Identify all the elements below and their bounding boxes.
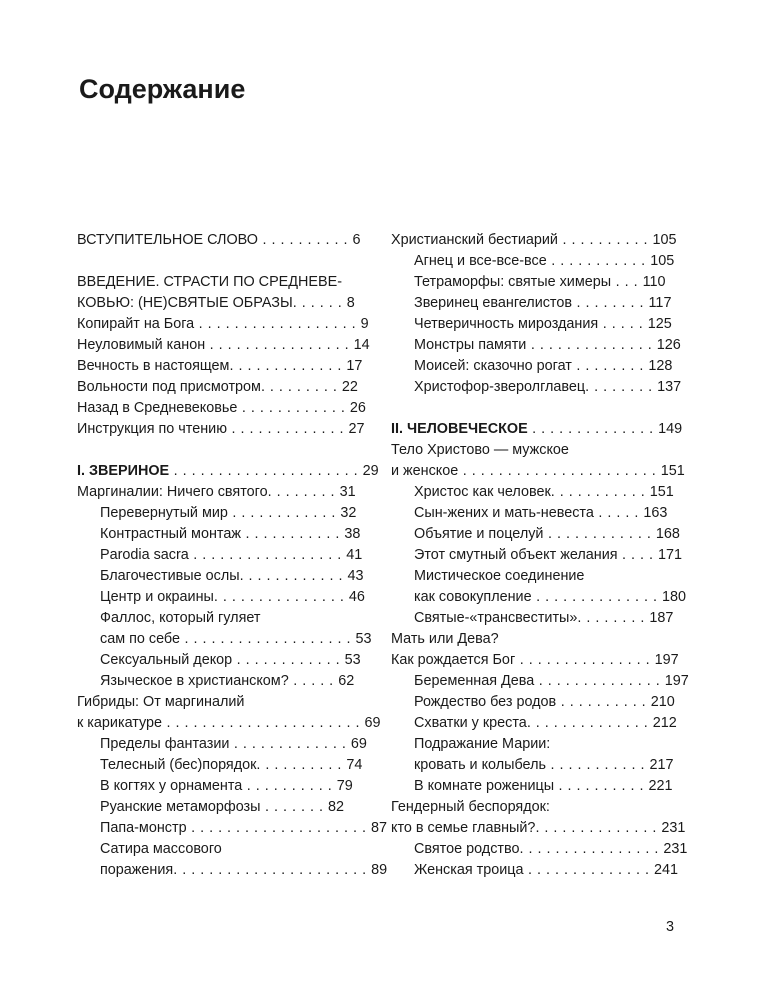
toc-dot-leader: . . . . . [288,673,339,689]
toc-dot-leader: . . . . . . . . [572,295,649,311]
toc-entry [77,755,363,776]
toc-page-number: 241 [654,862,679,878]
toc-dot-leader: . . . . . . . . . . . . . . [526,715,653,731]
toc-dot-leader: . . . . . . . . . . . [545,757,650,773]
toc-page-number: 212 [652,715,677,731]
toc-dot-leader: . . . . . . . . . . . [546,253,651,269]
toc-page-number: 128 [648,358,673,374]
toc-dot-leader: . . . . . . . . . . . [240,526,345,542]
toc-page-number: 210 [650,694,675,710]
toc-entry-title: Телесный (бес)порядок [100,757,257,773]
toc-dot-leader: . . . . . . . . . . . . . . . . . . . . . . [458,463,661,479]
toc-dot-leader: . . . . . . . . . . [256,757,347,773]
toc-dot-leader: . . . . . . . . . . . . [237,400,350,416]
toc-entry [391,608,674,629]
toc-entry-title: Христофор-зверолглавец [414,379,586,395]
toc-page-number: 17 [346,358,363,374]
toc-dot-leader: . . . . . . . . [267,484,340,500]
toc-page-number: 14 [353,337,370,353]
toc-page-number: 137 [657,379,682,395]
toc-page-number: 82 [327,799,344,815]
toc-entry-title: Как рождается Бог [391,652,516,668]
toc-page-number: 31 [339,484,356,500]
toc-entry-title: Благочестивые ослы [100,568,240,584]
toc-entry-title: Перевернутый мир [100,505,228,521]
toc-entry-title: КОВЬЮ: (НЕ)СВЯТЫЕ ОБРАЗЫ [77,295,293,311]
toc-entry-title: Пределы фантазии [100,736,230,752]
toc-entry [391,293,670,314]
toc-entry [77,692,356,713]
toc-entry-title: Руанские метаморфозы [100,799,261,815]
toc-entry-title: Зверинец евангелистов [414,295,573,311]
toc-entry-title: Рождество без родов [414,694,557,710]
toc-entry-title: Тетраморфы: святые химеры [414,274,612,290]
toc-page-number: 32 [340,505,357,521]
toc-entry-title: Гибриды: От маргиналий [77,694,245,710]
toc-dot-leader: . . . . . . . . . . [257,232,353,248]
toc-page-number: 62 [338,673,355,689]
toc-page-number: 197 [664,673,689,689]
toc-entry [391,629,670,650]
toc-entry [391,818,686,839]
toc-dot-leader: . . . . . . . . [571,358,649,374]
toc-page-number: 46 [348,589,365,605]
toc-page-number: 217 [649,757,674,773]
toc-entry [391,419,683,440]
toc-dot-leader: . . . . . . . . . . . . . . . . . . . . . . [173,862,372,878]
toc-page-number: 180 [662,589,687,605]
toc-entry [391,461,685,482]
toc-entry-title: Объятие и поцелуй [414,526,544,542]
toc-entry-title: Монстры памяти [414,337,527,353]
toc-entry-title: Фаллос, который гуляет [100,610,261,626]
toc-entry-title: Неуловимый канон [77,337,206,353]
toc-dot-leader: . . . . . . . . . . . . . . . . . . . . . . [162,715,365,731]
toc-entry [77,293,356,314]
toc-dot-leader: . . . . . . . . . . . . . [229,358,347,374]
toc-entry-title: Parodia sacra [100,547,189,563]
toc-page-number: 38 [344,526,361,542]
toc-page-number: 221 [648,778,673,794]
toc-entry [77,818,388,839]
toc-entry [77,734,367,755]
toc-entry [77,629,372,650]
toc-entry [391,734,670,755]
toc-entry [77,314,369,335]
toc-page-number: 87 [371,820,388,836]
toc-dot-leader: . . . . . . [292,295,347,311]
toc-page-number: 89 [371,862,388,878]
toc-dot-leader: . . . . . . . . . . . . . . [526,337,657,353]
toc-entry [391,566,670,587]
toc-dot-leader: . . . . . . . . . . . . [239,568,348,584]
toc-entry-title: Назад в Средневековье [77,400,238,416]
toc-entry [77,839,356,860]
toc-entry-title: как совокупление [414,589,532,605]
toc-entry-title: Мистическое соединение [414,568,585,584]
toc-dot-leader: . . . . . . . . . . . [550,484,650,500]
toc-entry [391,692,675,713]
toc-entry [77,503,356,524]
toc-entry-title: Подражание Марии: [414,736,551,752]
toc-entry [77,377,356,398]
toc-entry-title: Вольности под присмотром [77,379,261,395]
toc-entry-title: Инструкция по чтению [77,421,227,437]
toc-page-number: 187 [649,610,674,626]
toc-entry [391,356,673,377]
toc-entry [391,314,670,335]
toc-entry-title: ВСТУПИТЕЛЬНОЕ СЛОВО [77,232,258,248]
toc-entry-title: Этот смутный объект желания [414,547,618,563]
toc-entry-title: Христос как человек [414,484,551,500]
toc-entry-title: и женское [391,463,459,479]
page-title: Содержание [79,74,246,104]
toc-dot-leader: . . . . . . . . . . . . . . . [213,589,349,605]
toc-entry [77,587,365,608]
toc-page-number: 117 [648,295,672,311]
toc-left-column [77,230,388,881]
toc-entry [391,587,687,608]
toc-entry-title: В комнате роженицы [414,778,555,794]
toc-entry-title: Четверичность мироздания [414,316,599,332]
toc-entry [391,776,673,797]
toc-page-number: 53 [344,652,361,668]
toc-dot-leader: . . . . . . . . . . . . [232,652,345,668]
toc-entry [391,440,670,461]
toc-dot-leader: . . . . . . . . . . . . . . [527,421,659,437]
toc-page-number: 26 [349,400,366,416]
toc-entry-title: Папа-монстр [100,820,187,836]
toc-page-number: 125 [647,316,672,332]
toc-dot-leader: . . . . [617,547,659,563]
toc-entry [391,545,683,566]
toc-dot-leader: . . . . . . . . . . . . . . . . . . . [180,631,356,647]
toc-dot-leader: . . . . . . . . [585,379,658,395]
toc-page-number: 69 [364,715,381,731]
toc-entry-title: поражения [100,862,174,878]
toc-dot-leader: . . . . . . . . . . . . [227,505,341,521]
toc-entry [391,377,682,398]
toc-dot-leader: . . . . . . . . . . . . . [226,421,349,437]
toc-page-number: 126 [656,337,681,353]
toc-dot-leader: . . . . . . . . . . . . . . . . . [188,547,347,563]
toc-entry-title: Моисей: сказочно рогат [414,358,572,374]
toc-entry [391,230,677,251]
toc-entry [391,713,677,734]
toc-entry-title: к карикатуре [77,715,163,731]
toc-page-number: 9 [360,316,369,332]
toc-entry-title: Копирайт на Бога [77,316,195,332]
toc-dot-leader: . . . [611,274,643,290]
toc-page-number: 149 [658,421,683,437]
toc-page-number: 105 [652,232,677,248]
toc-entry [77,671,356,692]
toc-entry-title: сам по себе [100,631,181,647]
toc-dot-leader: . . . . . . . . . . . . . . . . [205,337,354,353]
toc-entry [77,650,361,671]
toc-right-column [391,230,689,881]
toc-entry [77,608,356,629]
toc-page-number: 74 [346,757,363,773]
toc-entry [77,566,364,587]
toc-dot-leader: . . . . . . . . . . . . . . [534,673,665,689]
toc-entry-title: Мать или Дева? [391,631,499,647]
toc-entry [77,797,356,818]
toc-dot-leader: . . . . . . . . . . [242,778,337,794]
toc-entry-title: Вечность в настоящем [77,358,230,374]
toc-entry [391,839,688,860]
toc-entry-title: Тело Христово — мужское [391,442,569,458]
toc-entry-title: Святые-«трансвеститы» [414,610,578,626]
toc-entry [77,419,365,440]
toc-page-number: 231 [661,820,686,836]
toc-entry-title: Маргиналии: Ничего святого [77,484,268,500]
toc-entry [77,482,356,503]
toc-entry [391,650,679,671]
toc-page-number: 151 [660,463,685,479]
toc-page-number: 69 [350,736,367,752]
toc-entry [77,356,363,377]
toc-entry-title: Центр и окраины [100,589,214,605]
toc-entry-title: кровать и колыбель [414,757,546,773]
toc-entry-title: Контрастный монтаж [100,526,241,542]
toc-page-number: 8 [346,295,355,311]
toc-dot-leader: . . . . . . . . [577,610,650,626]
toc-page-number: 151 [649,484,674,500]
toc-dot-leader: . . . . . . . . . . . . . . [535,820,662,836]
toc-dot-leader: . . . . . . . . . . . . . . . [515,652,655,668]
toc-page-number: 79 [336,778,353,794]
toc-dot-leader: . . . . . [593,505,644,521]
toc-entry [391,755,674,776]
toc-page-number: 41 [346,547,363,563]
toc-page-number: 29 [362,463,379,479]
toc-entry-title: Сатира массового [100,841,222,857]
toc-entry [77,272,356,293]
toc-page-number: 231 [663,841,688,857]
toc-entry-title: II. ЧЕЛОВЕЧЕСКОЕ [391,421,528,437]
toc-entry [77,713,381,734]
toc-dot-leader: . . . . . . . . . . [556,694,651,710]
toc-entry [391,335,681,356]
toc-entry [391,482,674,503]
toc-entry-title: Беременная Дева [414,673,535,689]
toc-dot-leader: . . . . . . . . . . . . . [229,736,351,752]
toc-entry [77,524,361,545]
toc-page-number: 6 [352,232,361,248]
toc-entry [77,230,361,251]
toc-dot-leader: . . . . . . . . . . . . . . . . . . . . [186,820,372,836]
toc-dot-leader: . . . . . . . . . . [557,232,653,248]
toc-entry-title: ВВЕДЕНИЕ. СТРАСТИ ПО СРЕДНЕВЕ- [77,274,342,290]
toc-entry [77,461,379,482]
toc-dot-leader: . . . . . . . . . . [554,778,649,794]
toc-dot-leader: . . . . . [598,316,648,332]
toc-dot-leader: . . . . . . . . . [260,379,342,395]
toc-page-number: 43 [347,568,364,584]
toc-entry [391,251,675,272]
toc-entry [77,335,370,356]
toc-dot-leader: . . . . . . . . . . . . . . . . . . . . . [169,463,363,479]
page-number: 3 [666,919,675,935]
toc-entry-title: Гендерный беспорядок: [391,799,550,815]
toc-entry-title: I. ЗВЕРИНОЕ [77,463,170,479]
toc-entry-title: кто в семье главный? [391,820,536,836]
toc-entry-title: В когтях у орнамента [100,778,243,794]
toc-entry-title: Христианский бестиарий [391,232,558,248]
toc-entry [77,776,356,797]
toc-entry [391,524,680,545]
toc-page-number: 163 [643,505,668,521]
toc-entry-title: Женская троица [414,862,524,878]
toc-dot-leader: . . . . . . . . . . . . . . [523,862,654,878]
toc-entry-title: Языческое в христианском? [100,673,289,689]
toc-entry [391,797,670,818]
toc-entry [77,398,366,419]
toc-entry-title: Агнец и все-все-все [414,253,547,269]
toc-entry [77,545,363,566]
toc-entry [77,860,388,881]
toc-entry-title: Схватки у креста [414,715,527,731]
toc-dot-leader: . . . . . . . . . . . . [543,526,656,542]
toc-entry [391,272,670,293]
toc-page-number: 27 [348,421,365,437]
toc-dot-leader: . . . . . . . . . . . . . . . . [519,841,664,857]
toc-page-number: 22 [341,379,358,395]
toc-page-number: 53 [355,631,372,647]
toc-page-number: 110 [642,274,666,290]
toc-page-number: 168 [655,526,680,542]
toc-dot-leader: . . . . . . . [260,799,328,815]
toc-page-number: 105 [650,253,675,269]
toc-entry [391,503,670,524]
toc-entry [391,671,689,692]
toc-page-number: 171 [658,547,683,563]
toc-entry-title: Сын-жених и мать-невеста [414,505,594,521]
toc-dot-leader: . . . . . . . . . . . . . . . . . . [194,316,361,332]
toc-dot-leader: . . . . . . . . . . . . . . [531,589,663,605]
toc-entry-title: Сексуальный декор [100,652,233,668]
toc-entry [391,860,679,881]
toc-page-number: 197 [654,652,679,668]
toc-entry-title: Святое родство [414,841,520,857]
